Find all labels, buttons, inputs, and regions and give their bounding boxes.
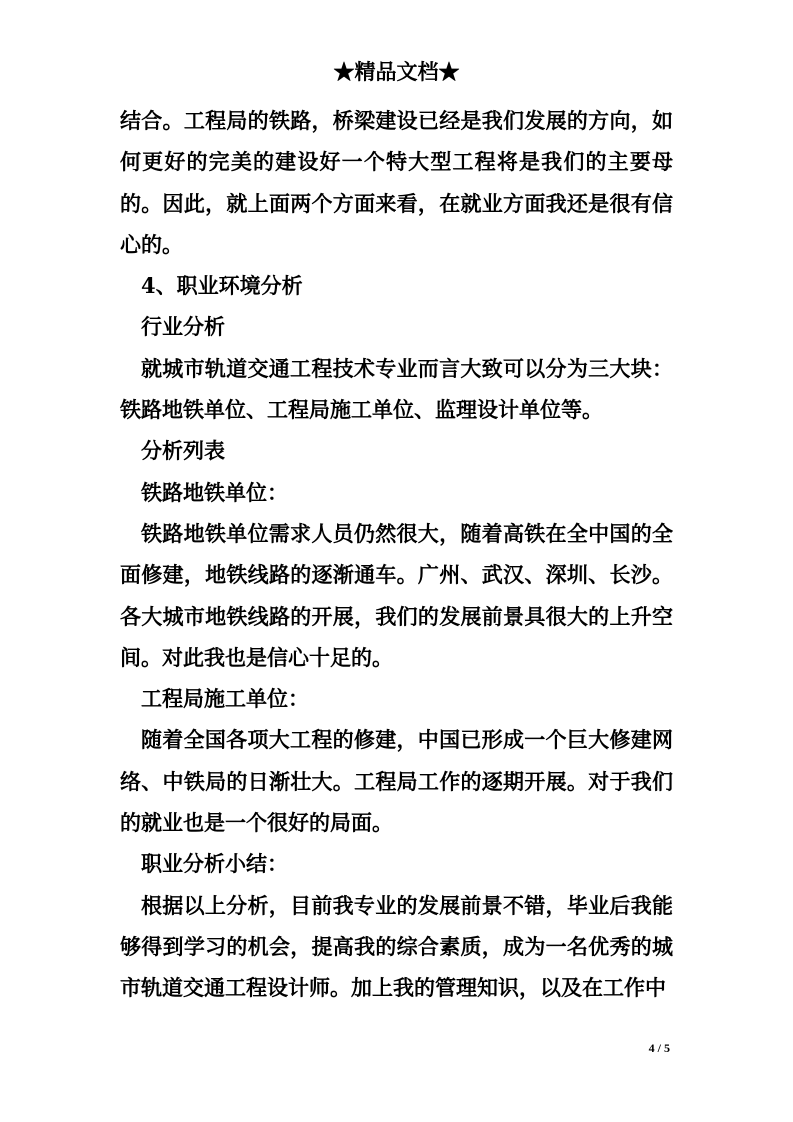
- subheading-railway-metro: 铁路地铁单位：: [141, 479, 288, 505]
- section-heading-career-environment: 4、职业环境分析: [141, 273, 303, 299]
- paragraph-engineering-bureau: 随着全国各项大工程的修建，中国已形成一个巨大修建网络、中铁局的日渐壮大。工程局工作的逐期开展。对于我们的就业也是一个很好的局面。: [120, 727, 673, 836]
- page-header-title: ★精品文档★: [333, 59, 460, 84]
- subheading-engineering-bureau: 工程局施工单位：: [141, 686, 309, 712]
- subheading-career-summary: 职业分析小结：: [141, 851, 288, 877]
- paragraph-career-summary: 根据以上分析，目前我专业的发展前景不错，毕业后我能够得到学习的机会，提高我的综合素质，成为一名优秀的城市轨道交通工程设计师。加上我的管理知识，以及在工作中: [120, 892, 673, 1001]
- subheading-analysis-list: 分析列表: [141, 438, 225, 464]
- page-number: 4 / 5: [648, 1041, 670, 1055]
- paragraph-1: 结合。工程局的铁路，桥梁建设已经是我们发展的方向，如何更好的完美的建设好一个特大型工程将是我们的主要母的。因此，就上面两个方面来看，在就业方面我还是很有信心的。: [120, 108, 673, 257]
- document-body: [120, 100, 673, 1009]
- paragraph-railway-metro: 铁路地铁单位需求人员仍然很大，随着高铁在全中国的全面修建，地铁线路的逐渐通车。广州、武汉、深圳、长沙。各大城市地铁线路的开展，我们的发展前景具很大的上升空间。对此我也是信心十足的。: [120, 520, 673, 670]
- paragraph-industry-overview: 就城市轨道交通工程技术专业而言大致可以分为三大块：铁路地铁单位、工程局施工单位、监理设计单位等。: [120, 355, 673, 423]
- subheading-industry-analysis: 行业分析: [141, 314, 225, 340]
